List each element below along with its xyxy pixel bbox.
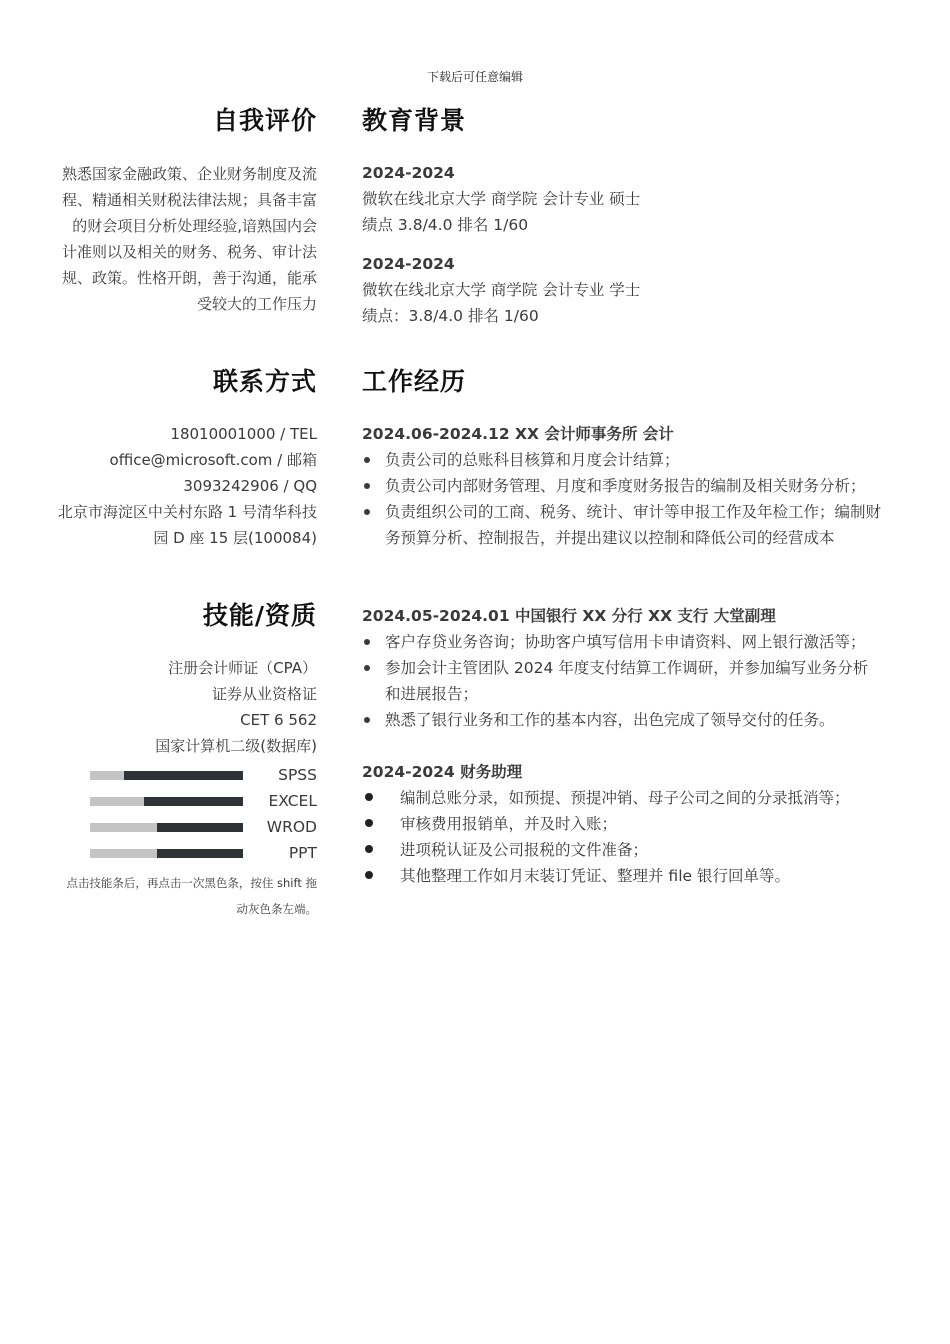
job-bullet: 客户存贷业务咨询；协助客户填写信用卡申请资料、网上银行激活等； bbox=[362, 629, 882, 655]
skill-row-wrod[interactable] bbox=[90, 814, 317, 840]
skill-bar[interactable] bbox=[90, 849, 243, 858]
skill-row-excel[interactable] bbox=[90, 788, 317, 814]
job-bullet: 编制总账分录，如预提、预提冲销、母子公司之间的分录抵消等； bbox=[362, 785, 882, 811]
education-years: 2024-2024 bbox=[362, 164, 455, 182]
skill-name: EXCEL bbox=[268, 792, 317, 810]
education-title: 教育背景 bbox=[362, 106, 467, 135]
cert-item: CET 6 562 bbox=[240, 711, 317, 729]
education-school: 微软在线北京大学 商学院 会计专业 硕士 bbox=[362, 190, 641, 208]
work-title: 工作经历 bbox=[362, 367, 467, 396]
self-eval-text: 熟悉国家金融政策、企业财务制度及流 程、精通相关财税法律法规；具备丰富 的财会项目分析处理经验,谙熟国内会 计准则以及相关的财务、税务、审计法 规、政策。性格开朗，善于沟通，能承 受较大的工作压力 bbox=[61, 165, 317, 313]
contact-address-2: 园 D 座 15 层(100084) bbox=[153, 529, 317, 547]
cert-item: 国家计算机二级(数据库) bbox=[155, 737, 317, 755]
job-header: 2024.06-2024.12 XX 会计师事务所 会计 bbox=[362, 425, 674, 443]
work-job bbox=[362, 759, 882, 889]
contact-title: 联系方式 bbox=[212, 367, 317, 396]
cert-list bbox=[40, 655, 317, 759]
skill-name: PPT bbox=[288, 844, 317, 862]
skill-bar-grey[interactable] bbox=[90, 823, 157, 832]
cert-item: 证券从业资格证 bbox=[211, 685, 317, 703]
skill-hint: 点击技能条后，再点击一次黑色条，按住 shift 拖 动灰色条左端。 bbox=[66, 876, 317, 916]
education-years: 2024-2024 bbox=[362, 255, 455, 273]
skills-title: 技能/资质 bbox=[202, 601, 317, 630]
education-gpa: 绩点 3.8/4.0 排名 1/60 bbox=[362, 216, 529, 234]
job-bullet: 负责公司的总账科目核算和月度会计结算； bbox=[362, 447, 882, 473]
skill-bar[interactable] bbox=[90, 823, 243, 832]
self-eval-title: 自我评价 bbox=[212, 106, 317, 135]
contact-list bbox=[40, 421, 317, 551]
contact-address: 北京市海淀区中关村东路 1 号清华科技 bbox=[57, 503, 317, 521]
top-note: 下载后可任意编辑 bbox=[426, 70, 523, 84]
cert-item: 注册会计师证（CPA） bbox=[168, 659, 317, 677]
contact-tel: 18010001000 / TEL bbox=[170, 425, 317, 443]
skill-name: WROD bbox=[266, 818, 317, 836]
skill-bar[interactable] bbox=[90, 771, 243, 780]
contact-qq: 3093242906 / QQ bbox=[183, 477, 317, 495]
job-bullet: 负责公司内部财务管理、月度和季度财务报告的编制及相关财务分析； bbox=[362, 473, 882, 499]
skill-name: SPSS bbox=[278, 766, 317, 784]
contact-email: office@microsoft.com / 邮箱 bbox=[109, 451, 317, 469]
skill-bar-grey[interactable] bbox=[90, 771, 124, 780]
job-bullet: 其他整理工作如月末装订凭证、整理并 file 银行回单等。 bbox=[362, 863, 882, 889]
job-bullet: 审核费用报销单，并及时入账； bbox=[362, 811, 882, 837]
work-job bbox=[362, 603, 882, 733]
skill-row-spss[interactable] bbox=[90, 762, 317, 788]
education-gpa: 绩点：3.8/4.0 排名 1/60 bbox=[362, 307, 539, 325]
skill-bar[interactable] bbox=[90, 797, 243, 806]
job-bullet: 进项税认证及公司报税的文件准备； bbox=[362, 837, 882, 863]
job-header: 2024.05-2024.01 中国银行 XX 分行 XX 支行 大堂副理 bbox=[362, 607, 776, 625]
education-school: 微软在线北京大学 商学院 会计专业 学士 bbox=[362, 281, 641, 299]
skill-bar-grey[interactable] bbox=[90, 797, 144, 806]
education-entry bbox=[362, 160, 882, 238]
job-header: 2024-2024 财务助理 bbox=[362, 763, 523, 781]
work-job bbox=[362, 421, 882, 551]
education-entry bbox=[362, 251, 882, 329]
job-bullet: 参加会计主管团队 2024 年度支付结算工作调研，并参加编写业务分析和进展报告； bbox=[362, 655, 882, 707]
skill-bar-grey[interactable] bbox=[90, 849, 157, 858]
job-bullet: 负责组织公司的工商、税务、统计、审计等申报工作及年检工作；编制财务预算分析、控制报告，并提出建议以控制和降低公司的经营成本 bbox=[362, 499, 882, 551]
job-bullet: 熟悉了银行业务和工作的基本内容，出色完成了领导交付的任务。 bbox=[362, 707, 882, 733]
skill-row-ppt[interactable] bbox=[90, 840, 317, 866]
